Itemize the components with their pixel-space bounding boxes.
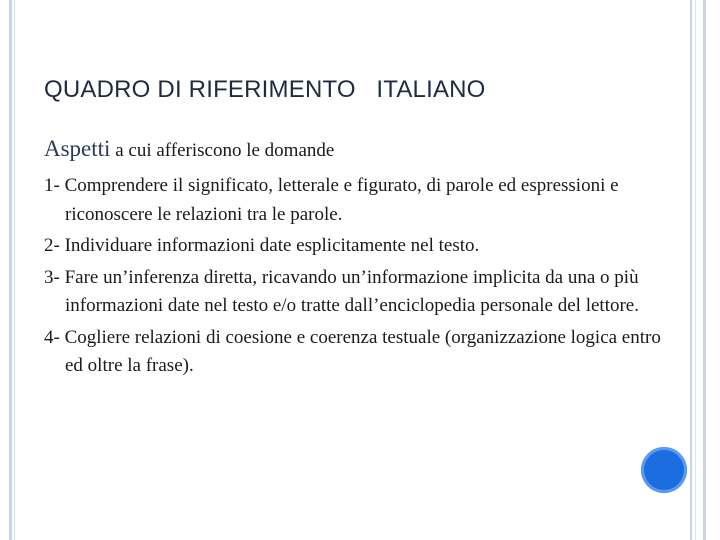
left-decorative-stripe-thin — [14, 0, 15, 540]
aspects-list — [44, 172, 664, 384]
subtitle — [44, 136, 334, 162]
subtitle-rest: a cui afferiscono le domande — [110, 140, 335, 161]
left-decorative-stripe — [9, 0, 12, 540]
right-decorative-stripe-outer — [703, 0, 706, 540]
list-item: 4- Cogliere relazioni di coesione e coerenza testuale (organizzazione logica entro ed oltre la frase). — [44, 326, 661, 376]
list-item: 2- Individuare informazioni date esplicitamente nel testo. — [44, 235, 480, 256]
decorative-circle-icon — [641, 447, 687, 493]
list-item: 1- Comprendere il significato, letterale e figurato, di parole ed espressioni e riconoscere le relazioni tra le parole. — [44, 175, 619, 225]
right-decorative-stripe-thin — [695, 0, 696, 540]
right-decorative-stripe — [690, 0, 692, 540]
list-item: 3- Fare un’inferenza diretta, ricavando un’informazione implicita da una o più informazioni date nel testo e/o tratte dall’enciclopedia personale del lettore. — [44, 266, 639, 316]
subtitle-accent: Aspetti — [44, 136, 111, 161]
slide-title: QUADRO DI RIFERIMENTO ITALIANO — [44, 76, 486, 103]
